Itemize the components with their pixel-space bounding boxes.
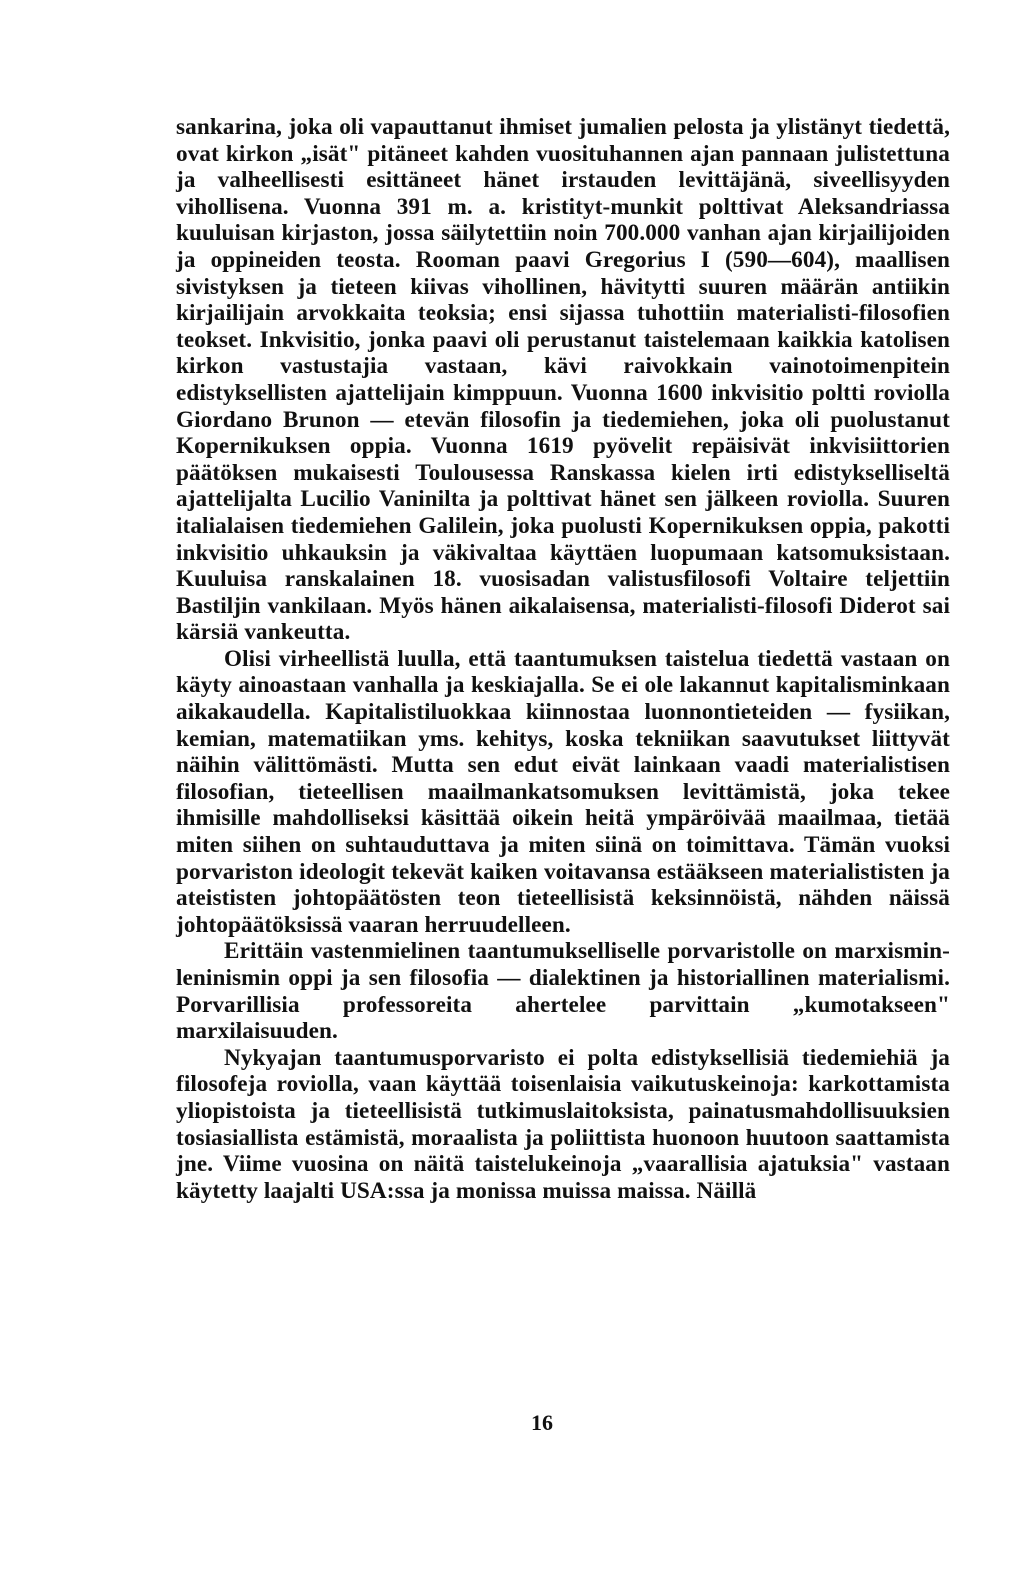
page-number: 16 — [531, 1410, 553, 1435]
body-text — [176, 114, 950, 1204]
paragraph: Nykyajan taantumusporvaristo ei polta edistyksellisiä tiedemiehiä ja filosofeja roviolla, vaan käyttää toisenlaisia vaikutuskeinoja: karkottamista yliopistoista ja tieteellisistä tutkimuslaitoksista, painatusmahdollisuuksien tosiasiallista estämistä, moraalista ja poliittista huonoon huutoon saattamista jne. Viime vuosina on näitä taistelukeinoja „vaarallisia ajatuksia" vastaan käytetty laajalti USA:ssa ja monissa muissa maissa. Näillä — [176, 1044, 950, 1204]
paragraph: Olisi virheellistä luulla, että taantumuksen taistelua tiedettä vastaan on käyty ainoastaan vanhalla ja keskiajalla. Se ei ole lakannut kapitalisminkaan aikakaudella. Kapitalistiluokkaa kiinnostaa luonnontieteiden — fysiikan, kemian, matematiikan yms. kehitys, koska tekniikan saavutukset liittyvät näihin välittömästi. Mutta sen edut eivät lainkaan vaadi materialistisen filosofian, tieteellisen maailmankatsomuksen levittämistä, joka tekee ihmisille mahdolliseksi käsittää oikein heitä ympäröivää maailmaa, tietää miten siihen on suhtauduttava ja miten siinä on toimittava. Tämän vuoksi porvariston ideologit tekevät kaiken voitavansa estääkseen materialististen ja ateististen johtopäätösten teon tieteellisistä keksinnöistä, nähden näissä johtopäätöksissä vaaran herruudelleen. — [176, 645, 950, 938]
paragraph: Erittäin vastenmielinen taantumukselliselle porvaristolle on marxismin-leninismin oppi ja sen filosofia — dialektinen ja historiallinen materialismi. Porvarillisia professoreita ahertelee parvittain „kumotakseen" marxilaisuuden. — [176, 938, 950, 1045]
paragraph-continuation: sankarina, joka oli vapauttanut ihmiset jumalien pelosta ja ylistänyt tiedettä, ovat kirkon „isät" pitäneet kahden vuosituhannen ajan pannaan julistettuna ja valheellisesti esittäneet hänet irstauden levittäjänä, siveellisyyden vihollisena. Vuonna 391 m. a. kristityt-munkit polttivat Aleksandriassa kuuluisan kirjaston, jossa säilytettiin noin 700.000 vanhan ajan kirjailijoiden ja oppineiden teosta. Rooman paavi Gregorius I (590—604), maallisen sivistyksen ja tieteen kiivas vihollinen, hävitytti suuren määrän antiikin kirjailijain arvokkaita teoksia; ensi sijassa tuhottiin materialisti-filosofien teokset. Inkvisitio, jonka paavi oli perustanut taistelemaan kaikkia katolisen kirkon vastustajia vastaan, kävi raivokkain vainotoimenpitein edistyksellisten ajattelijain kimppuun. Vuonna 1600 inkvisitio poltti roviolla Giordano Brunon — etevän filosofin ja tiedemiehen, joka oli puolustanut Kopernikuksen oppia. Vuonna 1619 pyövelit repäisivät inkvisiittorien päätöksen mukaisesti Toulousessa Ranskassa kielen irti edistykselliseltä ajattelijalta Lucilio Vaninilta ja polttivat hänet sen jälkeen roviolla. Suuren italialaisen tiedemiehen Galilein, joka puolusti Kopernikuksen oppia, pakotti inkvisitio uhkauksin ja väkivaltaa käyttäen luopumaan katsomuksistaan. Kuuluisa ranskalainen 18. vuosisadan valistusfilosofi Voltaire teljettiin Bastiljin vankilaan. Myös hänen aikalaisensa, materialisti-filosofi Diderot sai kärsiä vankeutta. — [176, 114, 950, 646]
